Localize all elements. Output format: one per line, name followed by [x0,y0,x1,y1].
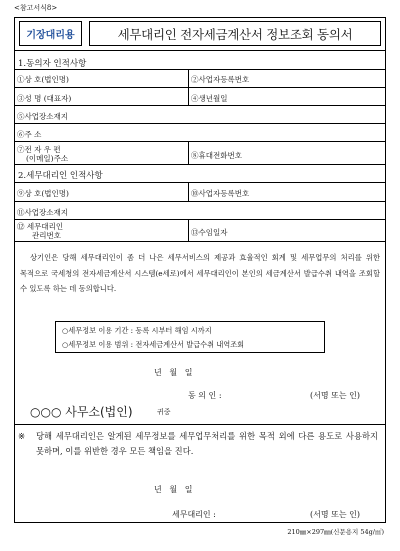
paper-spec: 210㎜×297㎜(신문용지 54g/㎡) [287,528,384,536]
consenter-email-label-1: ⑦전 자 우 편 [17,145,61,154]
consenter-business-reg-no-label: ②사업자등록번호 [191,75,250,84]
consenter-email-label-2: (이메일)주소 [26,154,69,163]
agent-workplace-address-label: ⑪사업장소재지 [17,208,68,217]
section1-heading: 1.동의자 인적사항 [18,59,87,69]
info-box-period: ○세무정보 이용 기간 : 동록 시부터 해임 시까지 [62,326,212,335]
info-box-scope: ○세무정보 이용 범위 : 전자세금계산서 발급수취 내역조회 [62,340,245,349]
agent-business-reg-no-label: ⑩사업자등록번호 [191,189,250,198]
section2-heading: 2.세무대리인 인적사항 [18,171,103,181]
form-title: 세무대리인 전자세금계산서 정보조회 동의서 [89,21,381,46]
addressee-office: ○○○ 사무소(법인) [30,405,133,419]
consent-paragraph: 상기인은 당해 세무대리인이 좀 더 나은 세무서비스의 제공과 효율적인 회계 및 세무업무의 처리를 위한 목적으로 국세청의 전자세금계산서 시스템(e세로)에서 세무대리인이 본인의 세금계산서 발급수취 내역을 조회할 수 있도록 하는 데 동의합니다. [20,253,380,293]
agent-fee-period-label: ⑬수임일자 [191,228,228,237]
notice-text: 당해 세무대리인은 알게된 세무정보를 세무업무처리를 위한 목적 외에 다른 용도로 사용하지 못하며, 이를 위반한 경우 모든 책임을 진다. [36,431,378,456]
agent-manager-no-label-1: ⑫ 세무대리인 [17,222,64,231]
form-reference: <참고서식8> [14,4,58,12]
consenter-workplace-address-label: ⑤사업장소재지 [17,112,68,121]
consenter-address-label: ⑥주 소 [17,130,42,139]
consent-date: 년 월 일 [154,368,193,377]
consenter-birthdate-label: ④생년월일 [191,94,228,103]
agent-manager-no-label-2: 관리번호 [32,231,61,240]
notice-mark: ※ [18,432,26,442]
consenter-name-label: ③성 명 (대표자) [17,94,72,103]
consenter-mobile-label: ⑧휴대전화번호 [191,151,242,160]
agent-label: 세무대리인 : [172,510,216,519]
usage-tag: 기장대리용 [19,21,82,46]
consenter-label: 동 의 인 : [188,391,222,400]
agent-company-name-label: ⑨상 호(법인명) [17,189,69,198]
notice-date: 년 월 일 [154,485,193,494]
agent-sign-label: (서명 또는 인) [310,510,360,519]
addressee-suffix: 귀중 [157,408,171,416]
consenter-sign-label: (서명 또는 인) [310,391,360,400]
consenter-company-name-label: ①상 호(법인명) [17,75,69,84]
